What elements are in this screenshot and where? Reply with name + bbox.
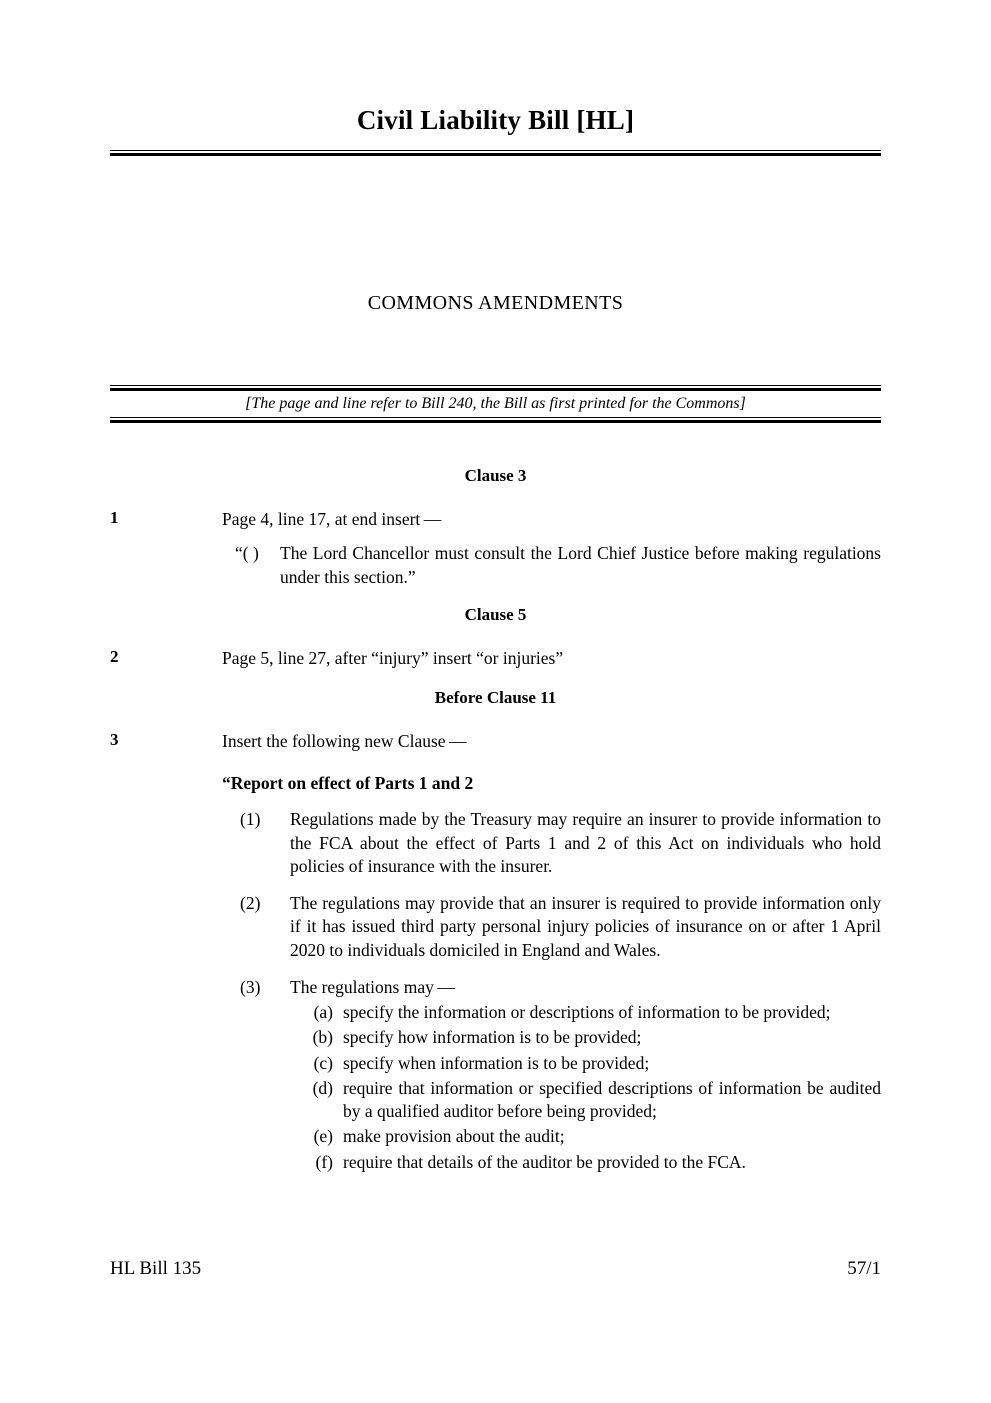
amendment-block-3: [110, 688, 881, 1174]
clause-heading: Before Clause 11: [434, 688, 557, 707]
paragraph-marker: (1): [240, 809, 261, 830]
subitem-marker: (e): [313, 1126, 333, 1147]
paragraph-text: The regulations may —: [290, 976, 455, 997]
subitem-text: require that information or specified descriptions of information be audited by a qualified auditor before being provided;: [343, 1077, 881, 1122]
quoted-marker: “( ): [235, 543, 259, 564]
note-rule-bottom: [110, 417, 881, 423]
new-clause-title: “Report on effect of Parts 1 and 2: [222, 773, 474, 794]
new-clause-subitem: [297, 1125, 881, 1148]
subitem-marker: (d): [312, 1077, 333, 1098]
page-title: Civil Liability Bill [HL]: [356, 105, 635, 135]
subitem-text: make provision about the audit;: [343, 1126, 565, 1147]
paragraph-marker: (2): [240, 893, 261, 914]
paragraph-text: Regulations made by the Treasury may require an insurer to provide information to the FCA about the effect of Parts 1 and 2 of this Act on individuals who hold policies of insurance with the insurer.: [290, 809, 881, 876]
clause-heading: Clause 3: [464, 466, 527, 485]
paragraph-marker: (3): [240, 976, 261, 997]
subitem-text: specify when information is to be provided;: [343, 1052, 650, 1073]
new-clause-subitem: [297, 1052, 881, 1075]
quoted-subparagraph: [235, 542, 881, 589]
quoted-text: The Lord Chancellor must consult the Lord Chief Justice before making regulations under this section.”: [280, 543, 881, 587]
subitem-marker: (a): [313, 1002, 333, 1023]
new-clause-subitem: [297, 1001, 881, 1024]
page-reference: 57/1: [847, 1258, 881, 1279]
section-heading: COMMONS AMENDMENTS: [367, 292, 624, 314]
amendment-2: [110, 647, 881, 670]
amendment-block-2: [110, 605, 881, 670]
amendment-instruction: Page 5, line 27, after “injury” insert “or injuries”: [222, 648, 564, 668]
title-rule: [110, 150, 881, 156]
reference-note: [The page and line refer to Bill 240, the Bill as first printed for the Commons]: [245, 395, 746, 412]
new-clause-subitem: [297, 1151, 881, 1174]
subitem-marker: (b): [312, 1027, 333, 1048]
page-footer: [110, 1258, 881, 1280]
amendment-number: 1: [110, 508, 119, 527]
subitem-text: require that details of the auditor be provided to the FCA.: [343, 1151, 746, 1172]
new-clause-subitem: [297, 1077, 881, 1124]
new-clause-paragraph: [240, 892, 881, 962]
subitem-text: specify the information or descriptions of information to be provided;: [343, 1002, 831, 1023]
new-clause-paragraph: [240, 808, 881, 878]
amendment-number: 2: [110, 647, 119, 666]
clause-heading: Clause 5: [464, 605, 527, 624]
amendment-1: [110, 508, 881, 531]
subitem-marker: (c): [313, 1052, 333, 1073]
paragraph-text: The regulations may provide that an insurer is required to provide information only if it has issued third party personal injury policies of insurance on or after 1 April 2020 to individuals domiciled in England and Wales.: [290, 893, 881, 960]
amendment-block-1: [110, 466, 881, 589]
new-clause-paragraph: [240, 976, 881, 999]
subitem-marker: (f): [315, 1151, 333, 1172]
amendment-instruction: Insert the following new Clause —: [222, 731, 467, 751]
bill-number: HL Bill 135: [110, 1258, 202, 1279]
new-clause-subitem: [297, 1026, 881, 1049]
subitem-text: specify how information is to be provided;: [343, 1027, 642, 1048]
amendment-number: 3: [110, 730, 119, 749]
amendment-instruction: Page 4, line 17, at end insert —: [222, 509, 442, 529]
amendment-3: [110, 730, 881, 753]
note-rule-top: [110, 385, 881, 391]
